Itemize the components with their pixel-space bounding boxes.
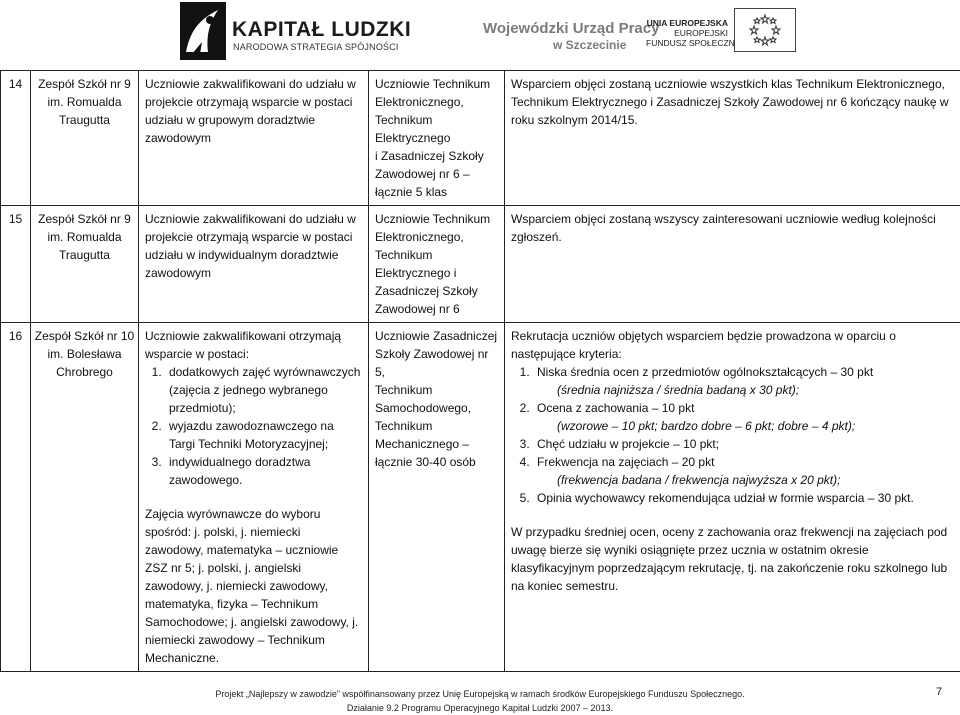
wup-name: Wojewódzki Urząd Pracy [483, 20, 659, 37]
criterion-text: Niska średnia ocen z przedmiotów ogólnokształcących – 30 pkt [537, 365, 873, 379]
recruitment-rules: Wsparciem objęci zostaną uczniowie wszystkich klas Technikum Elektronicznego, Technikum Elektrycznego i Zasadniczej Szkoły Zawodowej nr 6 kończący naukę w roku szkolnym 2014/15. [505, 71, 960, 206]
row-number: 14 [1, 71, 31, 206]
footer-line-1: Projekt „Najlepszy w zawodzie” współfinansowany przez Unię Europejską w ramach środków Europejskiego Funduszu Społecznego. [0, 687, 960, 701]
criterion-note: (wzorowe – 10 pkt; bardzo dobre – 6 pkt; dobre – 4 pkt); [537, 417, 954, 435]
table-row [1, 206, 960, 323]
list-item [533, 363, 954, 399]
page-number: 7 [936, 686, 942, 698]
recruitment-rules: Wsparciem objęci zostaną wszyscy zainteresowani uczniowie według kolejności zgłoszeń. [505, 206, 960, 323]
project-table [0, 70, 960, 672]
page-header [0, 0, 960, 62]
target-group [369, 323, 505, 672]
school-name: Zespół Szkół nr 9 im. Romualda Traugutta [31, 71, 139, 206]
wup-logo [483, 20, 659, 52]
list-item [533, 453, 954, 489]
eu-line-1: UNIA EUROPEJSKA [646, 18, 728, 28]
target-line: Technikum [375, 417, 498, 435]
criteria-extra: W przypadku średniej ocen, oceny z zachowania oraz frekwencji na zajęciach pod uwagę bierze się wyniki osiągnięte przez ucznia w ostatnim okresie klasyfikacyjnym poprzedzającym rekrutację, tj. na zakończenie roku szkolnego lub na koniec semestru. [511, 523, 954, 595]
row-number: 16 [1, 323, 31, 672]
support-form [139, 323, 369, 672]
target-group [369, 206, 505, 323]
page-footer [0, 687, 960, 715]
support-form: Uczniowie zakwalifikowani do udziału w projekcie otrzymają wsparcie w postaci udziału w indywidualnym doradztwie zawodowym [139, 206, 369, 323]
criterion-text: Ocena z zachowania – 10 pkt [537, 401, 694, 415]
kapital-ludzki-title: KAPITAŁ LUDZKI [232, 18, 411, 42]
support-form: Uczniowie zakwalifikowani do udziału w projekcie otrzymają wsparcie w postaci udziału w grupowym doradztwie zawodowym [139, 71, 369, 206]
list-item [533, 489, 954, 507]
target-line: i Zasadniczej Szkoły [375, 147, 498, 165]
kapital-ludzki-logo [180, 2, 226, 60]
eu-line-2: EUROPEJSKI [646, 28, 728, 38]
support-list [145, 363, 362, 489]
school-name: Zespół Szkół nr 9 im. Romualda Traugutta [31, 206, 139, 323]
row-number: 15 [1, 206, 31, 323]
criterion-text: Opinia wychowawcy rekomendująca udział w formie wsparcia – 30 pkt. [537, 491, 914, 505]
wup-city: w Szczecinie [553, 38, 659, 52]
criterion-note: (frekwencja badana / frekwencja najwyższa x 20 pkt); [537, 471, 954, 489]
support-intro: Uczniowie zakwalifikowani otrzymają wsparcie w postaci: [145, 327, 362, 363]
target-group [369, 71, 505, 206]
support-extra: Zajęcia wyrównawcze do wyboru spośród: j. polski, j. niemiecki zawodowy, matematyka – uczniowie ZSZ nr 5; j. polski, j. angielski zawodowy, j. niemiecki zawodowy, matematyka, fizyka – Technikum Samochodowe; j. angielski zawodowy, j. niemiecki zawodowy – Technikum Mechaniczne. [145, 505, 362, 667]
footer-line-2: Działanie 9.2 Programu Operacyjnego Kapitał Ludzki 2007 – 2013. [0, 701, 960, 715]
target-line: Samochodowego, [375, 399, 498, 417]
target-line: Zawodowej nr 6 – [375, 165, 498, 183]
target-line: Szkoły Zawodowej nr 5, [375, 345, 498, 381]
eu-logo-text [646, 18, 728, 48]
criteria-intro: Rekrutacja uczniów objętych wsparciem będzie prowadzona w oparciu o następujące kryteria: [511, 327, 954, 363]
target-line: Zasadniczej Szkoły [375, 282, 498, 300]
target-line: Uczniowie Technikum [375, 210, 498, 228]
kapital-ludzki-subtitle: NARODOWA STRATEGIA SPÓJNOŚCI [233, 42, 399, 52]
criterion-text: Frekwencja na zajęciach – 20 pkt [537, 455, 714, 469]
eu-flag-icon [734, 8, 796, 52]
eu-line-3: FUNDUSZ SPOŁECZNY [646, 38, 728, 48]
target-line: łącznie 5 klas [375, 183, 498, 201]
target-line: Technikum [375, 381, 498, 399]
target-line: Elektronicznego, [375, 93, 498, 111]
target-line: Technikum [375, 246, 498, 264]
target-line: łącznie 30-40 osób [375, 453, 498, 471]
target-line: Uczniowie Zasadniczej [375, 327, 498, 345]
target-line: Elektrycznego [375, 129, 498, 147]
target-line: Elektrycznego i [375, 264, 498, 282]
target-line: Uczniowie Technikum [375, 75, 498, 93]
target-line: Mechanicznego – [375, 435, 498, 453]
list-item [533, 435, 954, 453]
school-name: Zespół Szkół nr 10 im. Bolesława Chrobrego [31, 323, 139, 672]
list-item [533, 399, 954, 435]
list-item: 2. wyjazdu zawodoznawczego na Targi Techniki Motoryzacyjnej; [165, 417, 362, 453]
criterion-note: (średnia najniższa / średnia badaną x 30 pkt); [537, 381, 954, 399]
list-item: 1. dodatkowych zajęć wyrównawczych (zajęcia z jednego wybranego przedmiotu); [165, 363, 362, 417]
table-row [1, 323, 960, 672]
table-row [1, 71, 960, 206]
criteria-list [511, 363, 954, 507]
target-line: Zawodowej nr 6 [375, 300, 498, 318]
list-item: 3. indywidualnego doradztwa zawodowego. [165, 453, 362, 489]
target-line: Technikum [375, 111, 498, 129]
recruitment-rules [505, 323, 960, 672]
criterion-text: Chęć udziału w projekcie – 10 pkt; [537, 437, 719, 451]
target-line: Elektronicznego, [375, 228, 498, 246]
